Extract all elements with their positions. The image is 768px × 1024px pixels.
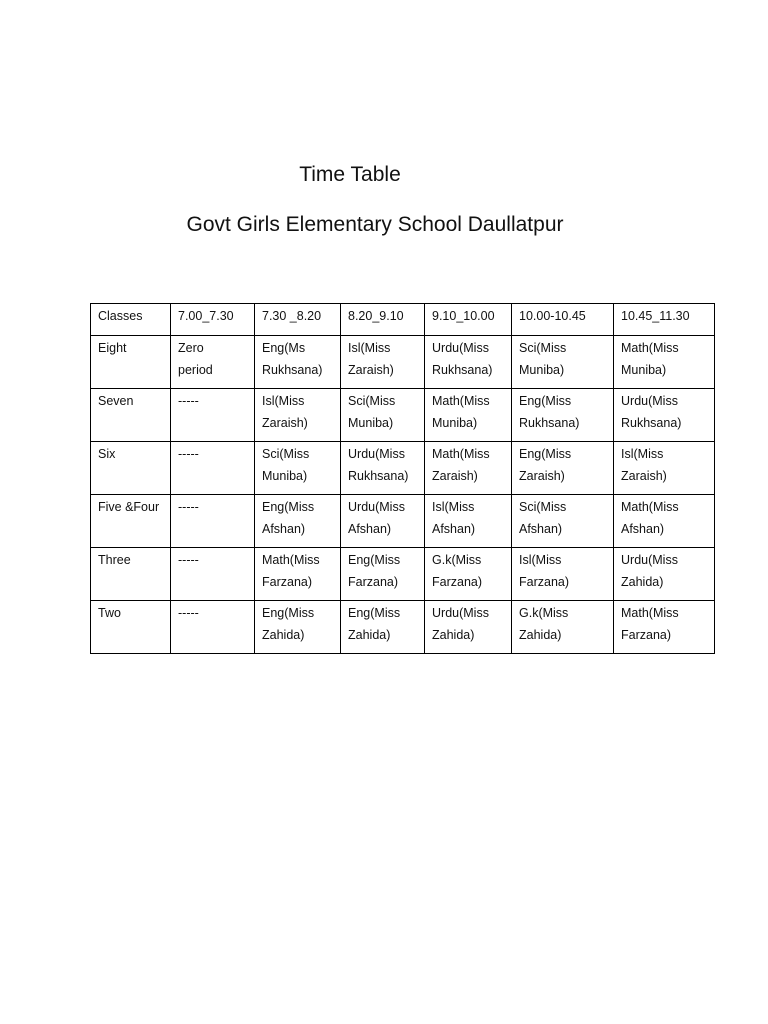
class-name: Six <box>98 447 116 461</box>
schedule-cell <box>255 389 341 442</box>
subject-text: ----- <box>178 553 199 567</box>
teacher-text: Farzana) <box>519 575 570 589</box>
header-cell-period-1: 7.00_7.30 <box>171 304 255 336</box>
schedule-cell <box>614 389 715 442</box>
schedule-cell <box>614 495 715 548</box>
teacher-text: Rukhsana) <box>621 416 682 430</box>
subject-text: Eng(Miss <box>519 447 572 461</box>
teacher-text: Zaraish) <box>621 469 667 483</box>
schedule-cell <box>171 495 255 548</box>
teacher-text: Rukhsana) <box>348 469 409 483</box>
teacher-text: Zaraish) <box>519 469 565 483</box>
subject-text: Zero <box>178 341 204 355</box>
class-name-cell <box>91 548 171 601</box>
teacher-text: Afshan) <box>348 522 392 536</box>
table-row <box>91 495 715 548</box>
teacher-text: Zaraish) <box>348 363 394 377</box>
teacher-text: Farzana) <box>432 575 483 589</box>
subject-text: Math(Miss <box>621 341 679 355</box>
subject-text: Eng(Ms <box>262 341 306 355</box>
schedule-cell <box>512 389 614 442</box>
schedule-cell <box>341 389 425 442</box>
teacher-text: Farzana) <box>621 628 672 642</box>
schedule-cell <box>614 442 715 495</box>
subject-text: Math(Miss <box>262 553 320 567</box>
subject-text: Isl(Miss <box>621 447 664 461</box>
teacher-text: Afshan) <box>432 522 476 536</box>
schedule-cell <box>341 495 425 548</box>
schedule-cell <box>171 548 255 601</box>
schedule-cell <box>425 601 512 654</box>
teacher-text: Muniba) <box>348 416 394 430</box>
subject-text: Sci(Miss <box>519 341 567 355</box>
class-name-cell <box>91 442 171 495</box>
class-name: Eight <box>98 341 127 355</box>
table-row <box>91 601 715 654</box>
schedule-cell <box>255 495 341 548</box>
subject-text: Isl(Miss <box>262 394 305 408</box>
teacher-text: Zahida) <box>621 575 664 589</box>
teacher-text: Rukhsana) <box>262 363 323 377</box>
schedule-cell <box>425 548 512 601</box>
schedule-cell <box>512 442 614 495</box>
header-cell-period-3: 8.20_9.10 <box>341 304 425 336</box>
teacher-text: Muniba) <box>432 416 478 430</box>
teacher-text: Muniba) <box>262 469 308 483</box>
teacher-text: Zahida) <box>519 628 562 642</box>
header-cell-period-6: 10.45_11.30 <box>614 304 715 336</box>
subject-text: Eng(Miss <box>262 500 315 514</box>
class-name-cell <box>91 336 171 389</box>
teacher-text: Zahida) <box>348 628 391 642</box>
subject-text: Urdu(Miss <box>348 500 405 514</box>
table-row <box>91 336 715 389</box>
schedule-cell <box>614 336 715 389</box>
subject-text: Sci(Miss <box>519 500 567 514</box>
teacher-text: Afshan) <box>621 522 665 536</box>
subject-text: Math(Miss <box>432 394 490 408</box>
teacher-text: Zahida) <box>262 628 305 642</box>
schedule-cell <box>425 336 512 389</box>
teacher-text: Rukhsana) <box>519 416 580 430</box>
class-name: Three <box>98 553 131 567</box>
teacher-text: Zahida) <box>432 628 475 642</box>
table-row <box>91 548 715 601</box>
schedule-cell <box>255 601 341 654</box>
schedule-cell <box>171 442 255 495</box>
subject-text: Math(Miss <box>621 606 679 620</box>
teacher-text: Farzana) <box>348 575 399 589</box>
schedule-cell <box>512 495 614 548</box>
header-cell-period-5: 10.00-10.45 <box>512 304 614 336</box>
class-name: Two <box>98 606 121 620</box>
subject-text: Eng(Miss <box>348 553 401 567</box>
schedule-cell <box>255 442 341 495</box>
subject-text: Eng(Miss <box>262 606 315 620</box>
timetable <box>90 303 715 654</box>
subject-text: G.k(Miss <box>519 606 569 620</box>
subject-text: ----- <box>178 394 199 408</box>
header-cell-period-4: 9.10_10.00 <box>425 304 512 336</box>
teacher-text: Farzana) <box>262 575 313 589</box>
schedule-cell <box>425 442 512 495</box>
schedule-cell <box>614 548 715 601</box>
subject-text: Sci(Miss <box>262 447 310 461</box>
teacher-text: Afshan) <box>262 522 306 536</box>
teacher-text: period <box>178 363 213 377</box>
teacher-text: Rukhsana) <box>432 363 493 377</box>
schedule-cell <box>425 495 512 548</box>
teacher-text: Afshan) <box>519 522 563 536</box>
schedule-cell <box>171 601 255 654</box>
subject-text: Math(Miss <box>621 500 679 514</box>
subject-text: ----- <box>178 500 199 514</box>
schedule-cell <box>512 548 614 601</box>
header-cell-period-2: 7.30 _8.20 <box>255 304 341 336</box>
subject-text: Math(Miss <box>432 447 490 461</box>
subject-text: Urdu(Miss <box>621 394 678 408</box>
schedule-cell <box>341 442 425 495</box>
schedule-cell <box>171 336 255 389</box>
schedule-cell <box>341 336 425 389</box>
class-name-cell <box>91 601 171 654</box>
timetable-body <box>91 304 715 654</box>
subject-text: Isl(Miss <box>432 500 475 514</box>
teacher-text: Muniba) <box>519 363 565 377</box>
class-name: Seven <box>98 394 134 408</box>
subject-text: ----- <box>178 447 199 461</box>
header-row <box>91 304 715 336</box>
class-name-cell <box>91 495 171 548</box>
subject-text: Eng(Miss <box>519 394 572 408</box>
schedule-cell <box>255 548 341 601</box>
subject-text: Urdu(Miss <box>621 553 678 567</box>
teacher-text: Muniba) <box>621 363 667 377</box>
table-row <box>91 389 715 442</box>
subject-text: Isl(Miss <box>348 341 391 355</box>
subject-text: Urdu(Miss <box>348 447 405 461</box>
subject-text: Isl(Miss <box>519 553 562 567</box>
subject-text: G.k(Miss <box>432 553 482 567</box>
subject-text: Sci(Miss <box>348 394 396 408</box>
school-name: Govt Girls Elementary School Daullatpur <box>186 213 564 236</box>
schedule-cell <box>341 548 425 601</box>
subject-text: ----- <box>178 606 199 620</box>
header-cell-classes: Classes <box>91 304 171 336</box>
schedule-cell <box>614 601 715 654</box>
class-name: Five &Four <box>98 500 160 514</box>
schedule-cell <box>255 336 341 389</box>
subject-text: Urdu(Miss <box>432 341 489 355</box>
schedule-cell <box>171 389 255 442</box>
teacher-text: Zaraish) <box>432 469 478 483</box>
class-name-cell <box>91 389 171 442</box>
schedule-cell <box>512 336 614 389</box>
table-row <box>91 442 715 495</box>
subject-text: Urdu(Miss <box>432 606 489 620</box>
teacher-text: Zaraish) <box>262 416 308 430</box>
document-title: Time Table <box>299 163 401 186</box>
subject-text: Eng(Miss <box>348 606 401 620</box>
schedule-cell <box>512 601 614 654</box>
schedule-cell <box>341 601 425 654</box>
schedule-cell <box>425 389 512 442</box>
